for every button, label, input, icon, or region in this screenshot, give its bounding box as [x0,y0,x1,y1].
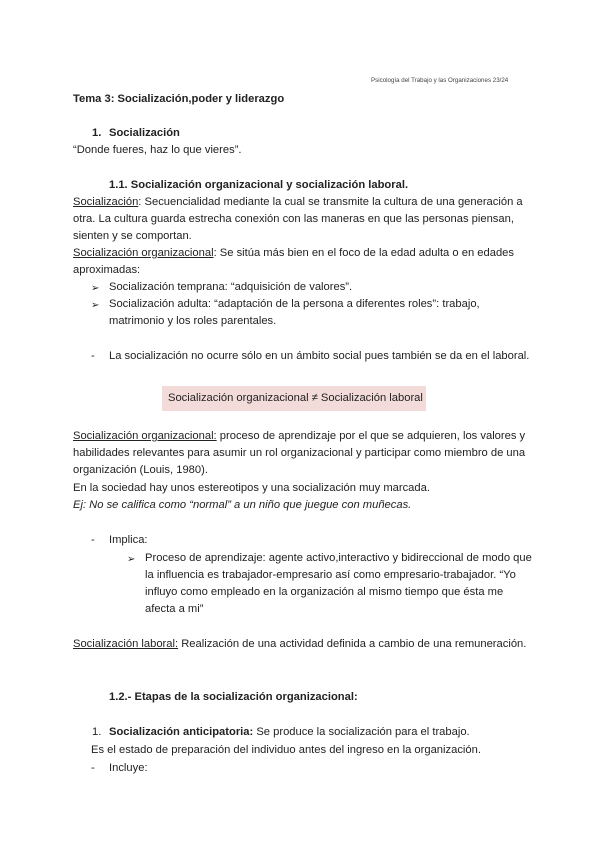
definition-text-line: sienten y se comportan. [73,230,192,242]
list-item: Socialización adulta: “adaptación de la persona a diferentes roles”: trabajo, [109,298,480,310]
term-socializacion-anticipatoria: Socialización anticipatoria: [109,726,254,738]
list-item: Implica: [109,534,148,546]
numbered-item-number: 1. [92,726,102,738]
section-1-heading: Socialización [109,127,180,139]
definition-socializacion [73,194,523,211]
definition-text: : Se sitúa más bien en el foco de la edad adulta o en edades [213,247,514,259]
list-item: Socialización temprana: “adquisición de valores”. [109,281,353,293]
highlight-box [162,386,426,411]
list-item-continuation: afecta a mi” [145,603,204,615]
dash-bullet: - [91,350,95,362]
example-line: Ej: No se califica como “normal” a un niño que juegue con muñecas. [73,499,412,511]
paragraph: En la sociedad hay unos estereotipos y una socialización muy marcada. [73,482,430,494]
term-socializacion-organizacional: Socialización organizacional [73,247,214,259]
definition-text-line: habilidades relevantes para asumir un rol organizacional y participar como miembro de una [73,447,526,459]
dash-bullet: - [91,534,95,546]
definition-socializacion-organizacional-2 [73,428,525,445]
term-socializacion: Socialización [73,196,139,208]
section-1-1-heading: 1.1. Socialización organizacional y socialización laboral. [109,179,409,191]
definition-socializacion-organizacional [73,245,514,262]
dash-bullet: - [91,762,95,774]
list-item: La socialización no ocurre sólo en un ámbito social pues también se da en el laboral. [109,350,530,362]
definition-text-line: otra. La cultura guarda estrecha conexión con las maneras en que las personas piensan, [73,213,514,225]
section-1-2-heading: 1.2.- Etapas de la socialización organizacional: [109,691,358,703]
running-header: Psicología del Trabajo y las Organizaciones 23/24 [371,77,509,84]
numbered-item [109,724,470,741]
list-item: Incluye: [109,762,148,774]
page-title: Tema 3: Socialización,poder y liderazgo [73,93,285,105]
definition-text-line: aproximadas: [73,264,141,276]
numbered-item-text: Se produce la socialización para el trabajo. [253,726,470,738]
list-item-continuation: influyo como empleado en la organización al mismo tiempo que ésta me [145,586,504,598]
definition-text: : Secuencialidad mediante la cual se transmite la cultura de una generación a [138,196,523,208]
definition-text: Realización de una actividad definida a cambio de una remuneración. [178,638,527,650]
definition-text-line: organización (Louis, 1980). [73,464,208,476]
list-item-continuation: matrimonio y los roles parentales. [109,315,277,327]
definition-socializacion-laboral [73,636,526,653]
arrow-bullet-icon: ➢ [91,283,100,294]
list-item: Proceso de aprendizaje: agente activo,interactivo y bidireccional de modo que [145,552,532,564]
definition-text: proceso de aprendizaje por el que se adquieren, los valores y [216,430,526,442]
section-1-quote: “Donde fueres, haz lo que vieres”. [73,144,242,156]
section-1-number: 1. [92,127,102,139]
list-item-continuation: la influencia es trabajador-empresario así como empresario-trabajador. “Yo [145,569,516,581]
term-socializacion-organizacional: Socialización organizacional: [73,430,217,442]
term-socializacion-laboral: Socialización laboral: [73,638,179,650]
highlight-text: Socialización organizacional ≠ Socialización laboral [168,392,423,404]
arrow-bullet-icon: ➢ [127,554,136,565]
paragraph: Es el estado de preparación del individuo antes del ingreso en la organización. [91,744,481,756]
arrow-bullet-icon: ➢ [91,300,100,311]
